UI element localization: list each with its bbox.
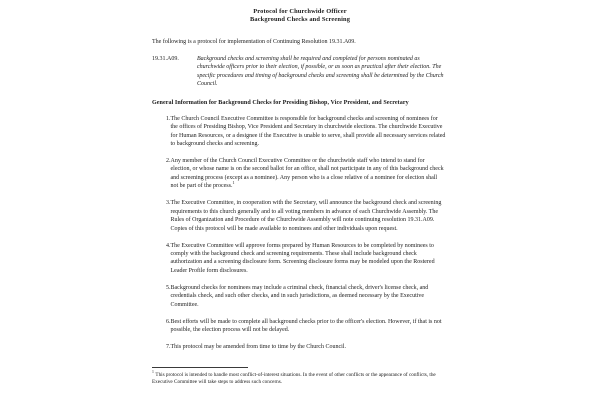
continuing-resolution-text: Background checks and screening shall be required and completed for persons nominated as churchwide officers prior to their election, if possible, or as soon as practical after their election. The specific procedures and timing of background checks and screening shall be determined by the Church Council. [197,56,444,88]
section-heading: General Information for Background Checks for Presiding Bishop, Vice President, and Secretary [152,99,409,106]
continuing-resolution-block [152,55,448,89]
footnote-area [152,367,448,386]
list-item-number: 4. [166,242,171,249]
continuing-resolution-label: 19.31.A09. [152,56,179,62]
footnote-marker: 1 [152,369,154,374]
list-item-text: The Executive Committee will approve forms prepared by Human Resources to be completed by nominees to comply with the background check and screening requirements. These shall include background check authorization and a screening disclosure form. Screening disclosure forms may be modeled upon the Rostered Leader Profile form disclosures. [170,242,435,274]
list-item [152,157,448,191]
list-item-body: Any member of the Church Council Executive Committee or the churchwide staff who intend to stand for election, or whose name is on the second ballot for an office, shall not participate in any of this background check and screening process (except as a nominee). Any person who is a close relative of a nominee for election shall not be part of the process. [170,157,444,190]
list-item-number: 2. [166,157,171,164]
page-title [0,0,600,24]
list-item [152,199,448,233]
numbered-list [152,115,448,352]
list-item [152,318,448,335]
list-item-number: 1. [166,115,171,122]
footnote-reference-marker: 1 [232,180,235,186]
list-item [152,242,448,276]
intro-paragraph: The following is a protocol for implementation of Continuing Resolution 19.31.A09. [152,39,356,45]
list-item-number: 5. [166,284,171,291]
document-body [152,38,448,360]
footnote-body: This protocol is intended to handle most conflict-of-interest situations. In the event of other conflicts or the appearance of conflicts, the Executive Committee will take steps to address such concerns. [152,371,436,385]
title-line-2: Background Checks and Screening [249,16,351,24]
list-item-text: The Executive Committee, in cooperation with the Secretary, will announce the background check and screening requirements to this church generally and to all voting members in advance of each Churchwide Assembly. The Rules of Organization and Procedure of the Churchwide Assembly will note continuing resolution 19.31.A09. Copies of this protocol will be made available to nominees and other individuals upon request. [170,200,442,232]
list-item-number: 6. [166,318,171,325]
footnote-text [152,369,448,386]
list-item [152,284,448,309]
list-item [152,115,448,149]
list-item-text [171,157,449,191]
list-item-text: Background checks for nominees may include a criminal check, financial check, driver's license check, and credentials check, and such other checks, and in such jurisdictions, as deemed necessary by the Executive Committee. [170,284,429,308]
footnote-separator-rule [152,367,248,368]
list-item-text: The Church Council Executive Committee is responsible for background checks and screening of nominees for the offices of Presiding Bishop, Vice President and Secretary in churchwide elections. The churchwide Executive for Human Resources, or a designee if the Executive is unable to serve, shall provide all necessary services related to background checks and screening. [170,115,446,147]
title-line-1: Protocol for Churchwide Officer [253,8,347,15]
list-item-text: This protocol may be amended from time to time by the Church Council. [170,344,346,351]
list-item-text: Best efforts will be made to complete all background checks prior to the officer's election. However, if that is not possible, the election process will not be delayed. [170,318,442,334]
list-item [152,343,448,351]
list-item-number: 7. [166,344,171,351]
list-item-number: 3. [166,200,171,207]
